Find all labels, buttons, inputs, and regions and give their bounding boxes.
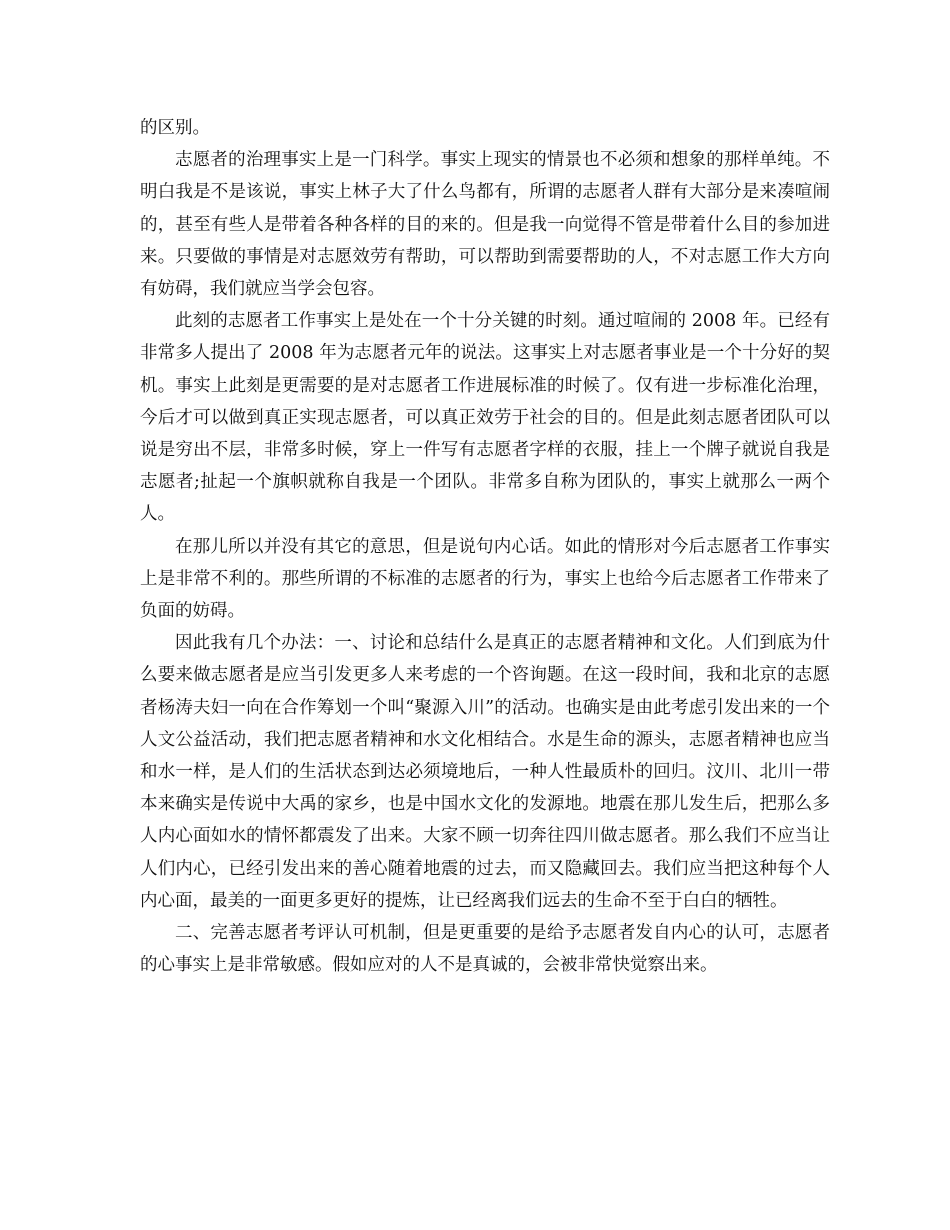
document-body (140, 112, 830, 981)
paragraph-continuation: 的区别。 (140, 118, 210, 138)
paragraph-suggestion-one: 因此我有几个办法：一、讨论和总结什么是真正的志愿者精神和文化。人们到底为什么要来做志愿者是应当引发更多人来考虑的一个咨询题。在这一段时间，我和北京的志愿者杨涛夫妇一向在合作筹划一个叫“聚源入川”的活动。也确实是由此考虑引发出来的一个人文公益活动，我们把志愿者精神和水文化相结合。水是生命的源头，志愿者精神也应当和水一样，是人们的生活状态到达必须境地后，一种人性最质朴的回归。汶川、北川一带本来确实是传说中大禹的家乡，也是中国水文化的发源地。地震在那儿发生后，把那么多人内心面如水的情怀都震发了出来。大家不顾一切奔往四川做志愿者。那么我们不应当让人们内心，已经引发出来的善心随着地震的过去，而又隐藏回去。我们应当把这种每个人内心面，最美的一面更多更好的提炼，让已经离我们远去的生命不至于白白的牺牲。 (140, 633, 830, 911)
paragraph-unfavorable-situation: 在那儿所以并没有其它的意思，但是说句内心话。如此的情形对今后志愿者工作事实上是非常不利的。那些所谓的不标准的志愿者的行为，事实上也给今后志愿者工作带来了负面的妨碍。 (140, 536, 830, 622)
paragraph-volunteer-management: 志愿者的治理事实上是一门科学。事实上现实的情景也不必须和想象的那样单纯。不明白我是不是该说，事实上林子大了什么鸟都有，所谓的志愿者人群有大部分是来凑喧闹的，甚至有些人是带着各种各样的目的来的。但是我一向觉得不管是带着什么目的参加进来。只要做的事情是对志愿效劳有帮助，可以帮助到需要帮助的人，不对志愿工作大方向有妨碍，我们就应当学会包容。 (140, 150, 830, 300)
paragraph-suggestion-two: 二、完善志愿者考评认可机制，但是更重要的是给予志愿者发自内心的认可，志愿者的心事实上是非常敏感。假如应对的人不是真诚的，会被非常快觉察出来。 (140, 923, 830, 976)
paragraph-critical-moment: 此刻的志愿者工作事实上是处在一个十分关键的时刻。通过喧闹的 2008 年。已经有非常多人提出了 2008 年为志愿者元年的说法。这事实上对志愿者事业是一个十分好的契机。事实上此刻是更需要的是对志愿者工作进展标准的时候了。仅有进一步标准化治理，今后才可以做到真正实现志愿者，可以真正效劳于社会的目的。但是此刻志愿者团队可以说是穷出不层，非常多时候，穿上一件写有志愿者字样的衣服，挂上一个牌子就说自我是志愿者;扯起一个旗帜就称自我是一个团队。非常多自称为团队的，事实上就那么一两个人。 (140, 311, 830, 525)
